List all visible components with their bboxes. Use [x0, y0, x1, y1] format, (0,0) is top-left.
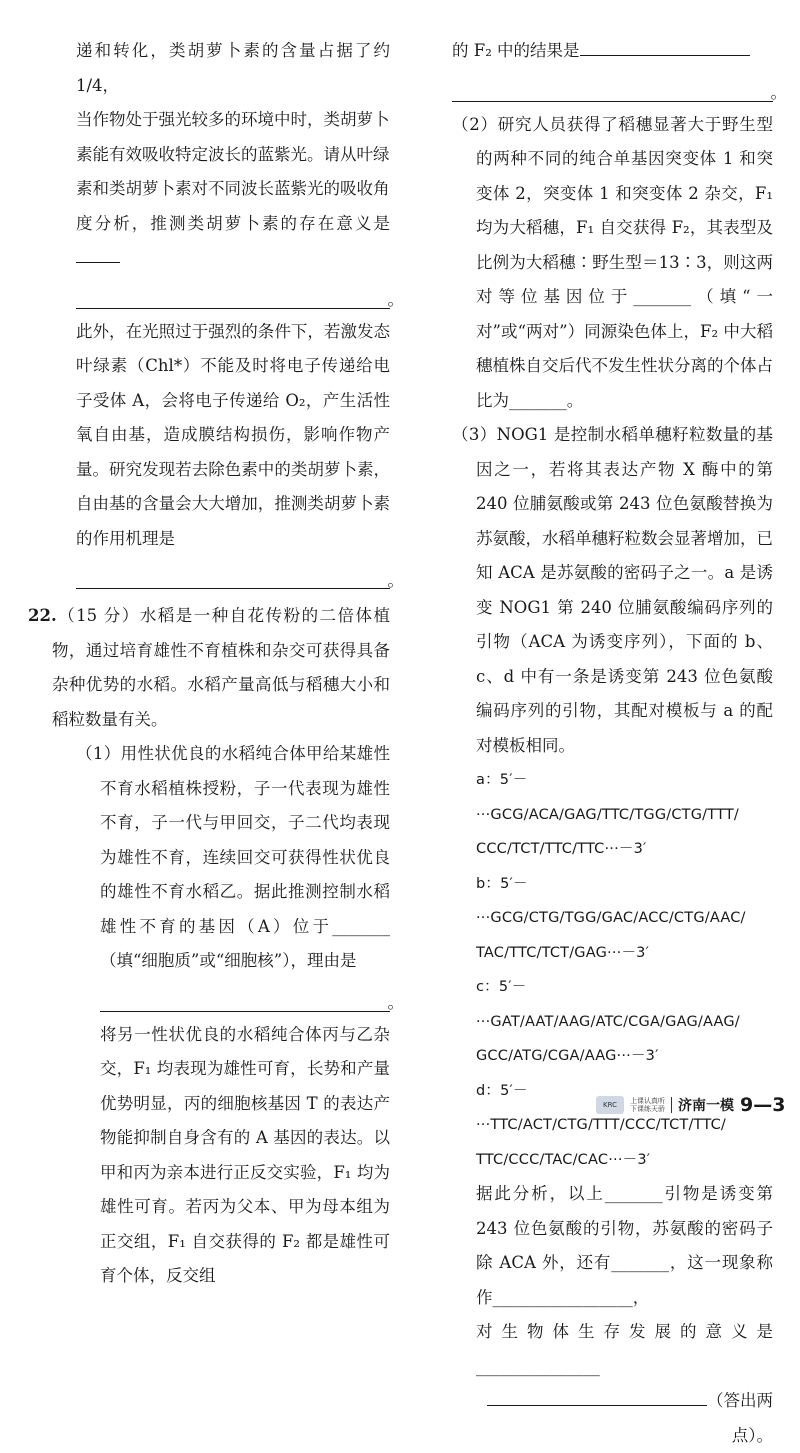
answer-blank[interactable]: 。: [76, 282, 390, 309]
primer-c: c：5′－···GAT/AAT/AAG/ATC/CGA/GAG/AAG/: [476, 979, 740, 1030]
text-line: 递和转化，类胡萝卜素的含量占据了约 1/4，: [76, 41, 390, 95]
primer-b-cont: TAC/TTC/TCT/GAG···－3′: [476, 944, 650, 961]
text-line: 素能有效吸收特定波长的蓝紫光。请从叶绿: [76, 144, 390, 164]
primer-b: b：5′－···GCG/CTG/TGG/GAC/ACC/CTG/AAC/: [476, 875, 746, 926]
text-line: 对生物体生存发展的意义是_______________: [476, 1322, 773, 1376]
text-line: 的 F₂ 中的结果是: [428, 34, 773, 69]
sub-question-2: （2）研究人员获得了稻穗显著大于野生型的两种不同的纯合单基因突变体 1 和突变体 2，突变体 1 和突变体 2 杂交，F₁ 均为大稻穗，F₁ 自交获得 F₂，其表型及比例为大稻穗∶野生型＝13∶3，则这两对等位基因位于_______（填“一对”或“两对”）同源染色体上，F₂ 中大稻穗植株自交后代不发生性状分离的个体占比为_______。: [452, 114, 773, 410]
page-number: 9—3: [740, 1094, 786, 1116]
right-column: [428, 34, 787, 1453]
question-22-stem: 22.（15 分）水稻是一种自花传粉的二倍体植物，通过培育雄性不育植株和杂交可获得具备杂种优势的水稻。水稻产量高低与稻穗大小和稻粒数量有关。: [28, 606, 390, 729]
text-line: 度分析，推测类胡萝卜素的存在意义是: [52, 207, 390, 276]
logo: KRC: [596, 1096, 624, 1114]
answer-blank[interactable]: 。: [452, 75, 773, 102]
sub-question-3: （3）NOG1 是控制水稻单穗籽粒数量的基因之一，若将其表达产物 X 酶中的第 240 位脯氨酸或第 243 位色氨酸替换为苏氨酸，水稻单穗籽粒数会显著增加，已知 ACA 是苏氨酸的密码子之一。a 是诱变 NOG1 第 240 位脯氨酸编码序列的引物（ACA 为诱变序列），下面的 b、c、d 中有一条是诱变第 243 位色氨酸编码序列的引物，其配对模板与 a 的配对模板相同。: [452, 425, 773, 755]
page-footer: [596, 1094, 785, 1116]
text-line: 当作物处于强光较多的环境中时，类胡萝卜: [76, 110, 390, 129]
primer-d-cont: TTC/CCC/TAC/CAC···－3′: [476, 1151, 651, 1168]
answer-blank[interactable]: 。: [76, 562, 390, 589]
paragraph: 将另一性状优良的水稻纯合体丙与乙杂交，F₁ 均表现为雄性可育，长势和产量优势明显，丙的细胞核基因 T 的表达产物能抑制自身含有的 A 基因的表达。以甲和丙为亲本进行正反交实验，F₁ 均为雄性可育。若丙为父本、甲为母本组为正交组，F₁ 自交获得的 F₂ 都是雄性可育个体，反交组: [100, 1024, 390, 1285]
text-line: 素和类胡萝卜素对不同波长蓝紫光的吸收角: [76, 179, 390, 198]
primer-d: d：5′－···TTC/ACT/CTG/TTT/CCC/TCT/TTC/: [476, 1082, 726, 1133]
paragraph: 此外，在光照过于强烈的条件下，若激发态叶绿素（Chl*）不能及时将电子传递给电子受体 A，会将电子传递给 O₂，产生活性氧自由基，造成膜结构损伤，影响作物产量。研究发现若去除色素中的类胡萝卜素，自由基的含量会大大增加，推测类胡萝卜素的作用机理是: [76, 321, 390, 548]
primer-c-cont: GCC/ATG/CGA/AAG···－3′: [476, 1048, 659, 1064]
primer-a-cont: CCC/TCT/TTC/TTC···－3′: [476, 841, 647, 857]
answer-blank[interactable]: 。: [100, 985, 390, 1012]
primer-a: a：5′－···GCG/ACA/GAG/TTC/TGG/CTG/TTT/: [476, 772, 740, 823]
left-column: [28, 34, 404, 1294]
sub-question-1: （1）用性状优良的水稻纯合体甲给某雄性不育水稻植株授粉，子一代表现为雄性不育，子一代与甲回交，子二代均表现为雄性不育，连续回交可获得性状优良的雄性不育水稻乙。据此推测控制水稻雄性不育的基因（A）位于_______（填“细胞质”或“细胞核”），理由是: [76, 744, 390, 970]
paragraph: 据此分析，以上_______引物是诱变第 243 位色氨酸的引物，苏氨酸的密码子除 ACA 外，还有_______，这一现象称作_________________，: [476, 1184, 773, 1307]
series-title: 济南一模: [678, 1098, 734, 1114]
divider: [671, 1097, 672, 1113]
text-line: （答出两点）。: [428, 1384, 773, 1453]
slogan: 上课认真听 下课练天骄: [630, 1097, 665, 1113]
